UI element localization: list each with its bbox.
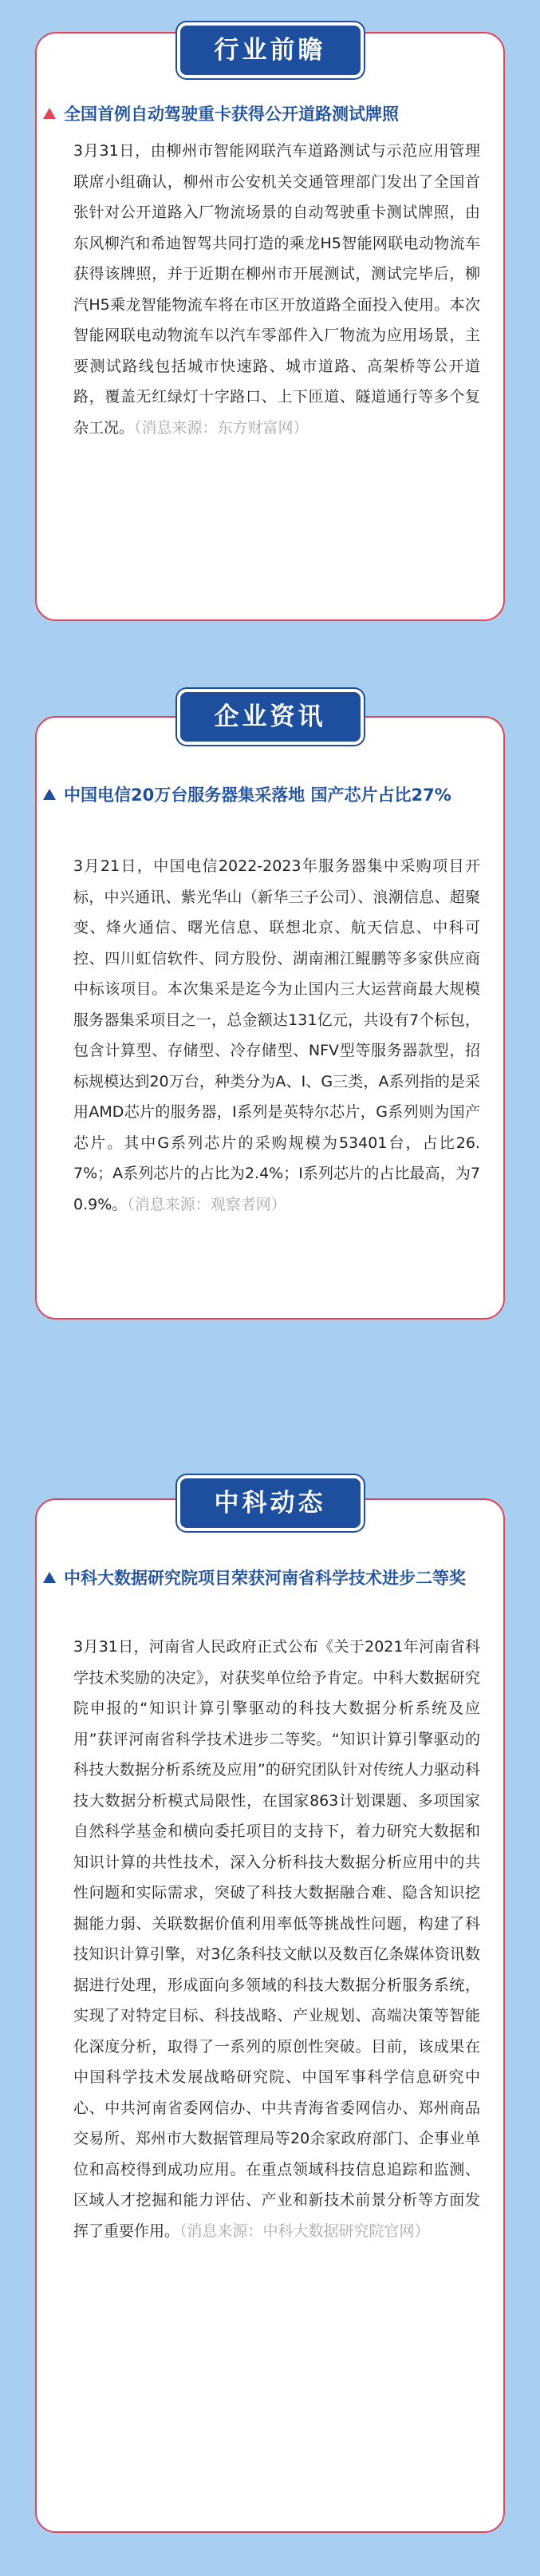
headline-enterprise-text: 中国电信20万台服务器集采落地 国产芯片占比27% xyxy=(64,785,451,805)
article-text-enterprise: 3月21日，中国电信2022-2023年服务器集中采购项目开标，中兴通讯、紫光华山（新华三子公司）、浪潮信息、超聚变、烽火通信、曙光信息、联想北京、航天信息、中科可控、四川虹信软件、同方股份、湖南湘江鲲鹏等多家供应商中标该项目。本次集采是迄今为止国内三大运营商最大规模服务器集采项目之一，总金额达131亿元，共设有7个标包，包含计算型、存储型、冷存储型、NFV型等服务器款型，招标规模达到20万台，种类分为A、I、G三类，A系列指的是采用AMD芯片的服务器，I系列是英特尔芯片，G系列则为国产芯片。其中G系列芯片的采购规模为53401台，占比26.7%；A系列芯片的占比为2.4%；I系列芯片的占比最高，为70.9%。 xyxy=(73,857,480,1213)
headline-enterprise[interactable] xyxy=(43,780,490,810)
article-body-industry xyxy=(73,136,480,443)
article-text-industry: 3月31日，由柳州市智能网联汽车道路测试与示范应用管理联席小组确认，柳州市公安机关交通管理部门发出了全国首张针对公开道路入厂物流场景的自动驾驶重卡测试牌照，由东风柳汽和希迪智驾共同打造的乘龙H5智能网联电动物流车获得该牌照，并于近期在柳州市开展测试，测试完毕后，柳汽H5乘龙智能物流车将在市区开放道路全面投入使用。本次智能网联电动物流车以汽车零部件入厂物流为应用场景，主要测试路线包括城市快速路、城市道路、高架桥等公开道路，覆盖无红绿灯十字路口、上下匝道、隧道通行等多个复杂工况。 xyxy=(73,142,480,437)
section-banner-cas: 中科动态 xyxy=(180,1478,361,1528)
headline-industry[interactable] xyxy=(43,99,490,129)
article-body-enterprise xyxy=(73,851,480,1220)
headline-cas-text: 中科大数据研究院项目荣获河南省科学技术进步二等奖 xyxy=(64,1569,466,1588)
article-text-cas: 3月31日，河南省人民政府正式公布《关于2021年河南省科学技术奖励的决定》，对获奖单位给予肯定。中科大数据研究院申报的“知识计算引擎驱动的科技大数据分析系统及应用”获评河南省科学技术进步二等奖。“知识计算引擎驱动的科技大数据分析系统及应用”的研究团队针对传统人力驱动科技大数据分析模式局限性，在国家863计划课题、多项国家自然科学基金和横向委托项目的支持下，着力研究大数据和知识计算的共性技术，深入分析科技大数据分析应用中的共性问题和实际需求，突破了科技大数据融合难、隐含知识挖掘能力弱、关联数据价值利用率低等挑战性问题，构建了科技知识计算引擎，对3亿条科技文献以及数百亿条媒体资讯数据进行处理，形成面向多领域的科技大数据分析服务系统，实现了对特定目标、科技战略、产业规划、高端决策等智能化深度分析，取得了一系列的原创性突破。目前，该成果在中国科学技术发展战略研究院、中国军事科学信息研究中心、中共河南省委网信办、中共青海省委网信办、郑州商品交易所、郑州市大数据管理局等20余家政府部门、企事业单位和高校得到成功应用。在重点领域科技信息追踪和监测、区域人才挖掘和能力评估、产业和新技术前景分析等方面发挥了重要作用。 xyxy=(73,1638,480,2240)
section-banner-enterprise: 企业资讯 xyxy=(180,692,361,742)
news-source-industry: （消息来源：东方财富网） xyxy=(134,418,309,437)
news-source-enterprise: （消息来源：观察者网） xyxy=(127,1195,286,1213)
triangle-bullet-icon xyxy=(43,108,56,119)
section-banner-industry: 行业前瞻 xyxy=(180,26,361,75)
article-body-cas xyxy=(73,1632,480,2246)
headline-cas[interactable] xyxy=(43,1563,490,1593)
triangle-bullet-icon xyxy=(43,789,56,800)
news-source-cas: （消息来源：中科大数据研究院官网） xyxy=(179,2222,430,2240)
triangle-bullet-icon xyxy=(43,1572,56,1583)
headline-industry-text: 全国首例自动驾驶重卡获得公开道路测试牌照 xyxy=(64,105,399,124)
